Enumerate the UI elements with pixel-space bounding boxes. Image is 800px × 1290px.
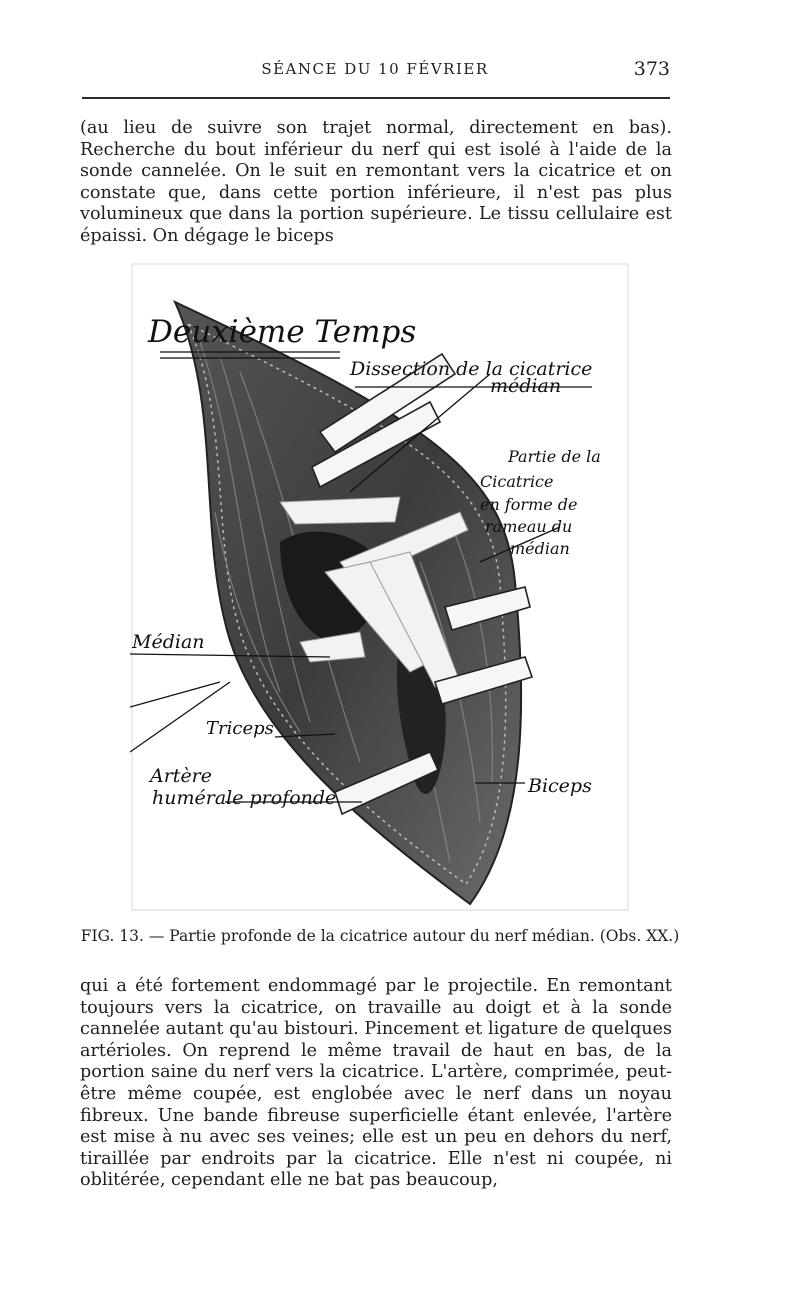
page-number: 373 (633, 58, 670, 80)
anatomical-drawing (130, 262, 630, 914)
paragraph-top: (au lieu de suivre son trajet normal, directement en bas). Recherche du bout inférieur du nerf qui est isolé à l'aide de la sonde cannelée. On le suit en remontant vers la cicatrice et on constate que, dans cette portion inférieure, il n'est pas plus volumineux que dans la portion supérieure. Le tissu cellulaire est épaissi. On dégage le biceps (80, 118, 672, 246)
label-triceps: Triceps (206, 718, 274, 739)
running-header (80, 58, 670, 88)
label-humerale: humérale profonde (152, 787, 337, 809)
label-deuxieme-temps: Deuxième Temps (148, 314, 417, 350)
label-partie-4: rameau du (485, 517, 573, 536)
header-rule (82, 97, 670, 99)
label-partie-2: Cicatrice (480, 472, 554, 491)
paragraph-bottom: qui a été fortement endommagé par le projectile. En remontant toujours vers la cicatrice, on travaille au doigt et à la sonde cannelée autant qu'au bistouri. Pincement et ligature de quelques artérioles. On reprend le même travail de haut en bas, de la portion saine du nerf vers la cicatrice. L'artère, comprimée, peut-être même coupée, est englobée avec le nerf dans un noyau fibreux. Une bande fibreuse superficielle étant enlevée, l'artère est mise à nu avec ses veines; elle est un peu en dehors du nerf, tiraillée par endroits par la cicatrice. Elle n'est ni coupée, ni oblitérée, cependant elle ne bat pas beaucoup, (80, 976, 672, 1191)
anatomical-figure (130, 262, 630, 914)
label-dissection: Dissection de la cicatrice (350, 358, 593, 380)
label-dissection-median: médian (490, 375, 562, 397)
figure-caption: FIG. 13. — Partie profonde de la cicatrice autour du nerf médian. (Obs. XX.) (80, 927, 680, 945)
label-median: Médian (132, 631, 205, 653)
running-title: SÉANCE DU 10 FÉVRIER (261, 60, 489, 78)
label-artere: Artère (150, 765, 213, 787)
label-partie-5: médian (510, 539, 570, 558)
label-partie-3: en forme de (480, 495, 578, 514)
label-partie-1: Partie de la (508, 447, 601, 466)
label-biceps: Biceps (528, 775, 592, 797)
